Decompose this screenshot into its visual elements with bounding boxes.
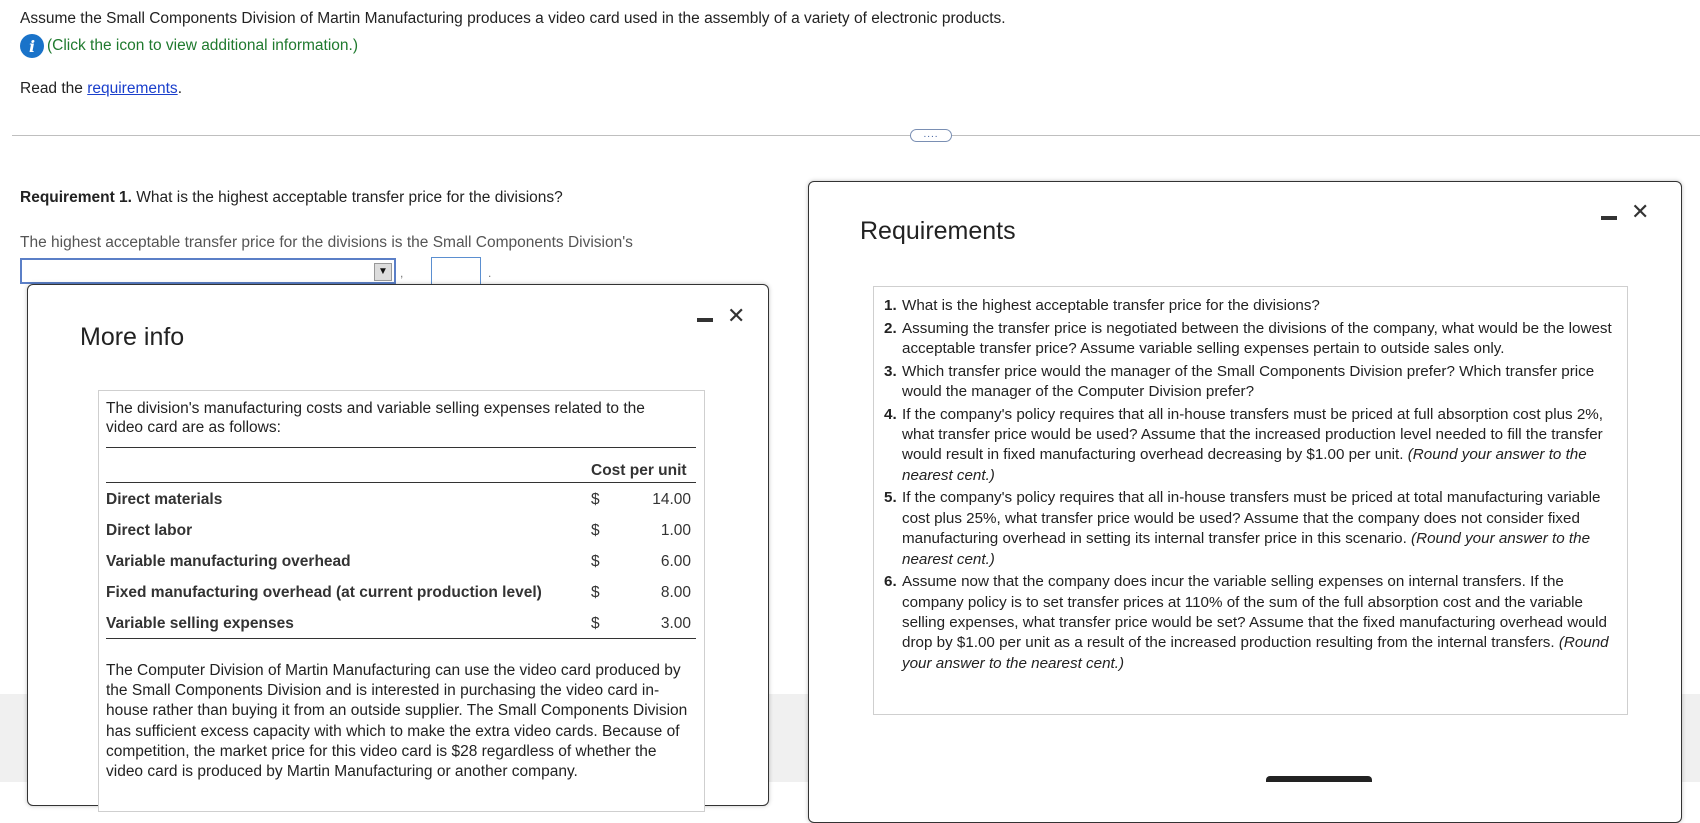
table-row: [106, 584, 696, 612]
item-body: Assuming the transfer price is negotiated between the divisions of the company, what would be the lowest acceptable transfer price? Assume variable selling expenses pertain to outside sales only.: [902, 319, 1612, 357]
table-top-rule: [106, 447, 696, 448]
row-currency: $: [591, 491, 600, 508]
dropdown-arrow-icon[interactable]: ▼: [374, 263, 392, 281]
requirements-link[interactable]: requirements: [87, 80, 178, 97]
item-note: (Round your answer to the nearest cent.): [902, 446, 1587, 484]
comma: ,: [400, 266, 404, 280]
more-info-content: [98, 390, 705, 812]
item-body: What is the highest acceptable transfer price for the divisions?: [902, 297, 1320, 314]
close-icon[interactable]: ✕: [727, 303, 746, 328]
computer-division-paragraph: The Computer Division of Martin Manufacturing can use the video card produced by the Small Components Division and is interested in purchasing the video card in-house rather than buying it from an outside supplier. The Small Components Division has sufficient excess capacity with which to make the extra video cards. Because of competition, the market price for this video card is $28 regardless of whether the video card is produced by Martin Manufacturing or another company.: [106, 662, 688, 781]
requirements-title: Requirements: [860, 217, 1016, 245]
section-divider: [12, 135, 1700, 136]
item-text: [902, 296, 1320, 316]
item-note: (Round your answer to the nearest cent.): [902, 634, 1609, 672]
answer-lead-text: The highest acceptable transfer price for the divisions is the Small Components Division's: [20, 234, 633, 251]
table-row: [106, 553, 696, 581]
expand-handle[interactable]: ....: [910, 129, 952, 142]
cost-per-unit-header: Cost per unit: [591, 462, 687, 479]
period: .: [488, 266, 492, 280]
item-body: If the company's policy requires that all in-house transfers must be priced at total manufacturing variable cost plus 25%, what transfer price would be used? Assume that the company does not consider fixed manufacturing overhead in setting its internal transfer price in this scenario.: [902, 489, 1601, 548]
item-text: [902, 572, 1619, 674]
close-icon[interactable]: ✕: [1631, 199, 1650, 224]
requirements-dialog: [808, 181, 1682, 823]
table-row: [106, 491, 696, 519]
cost-description: The division's manufacturing costs and variable selling expenses related to the video card are as follows:: [106, 400, 645, 436]
row-currency: $: [591, 615, 600, 632]
item-body: Assume now that the company does incur the variable selling expenses on internal transfers. If the company policy is to set transfer prices at 110% of the sum of the full absorption cost and the variable selling expenses, what transfer price would be set? Assume that the fixed manufacturing overhead would drop by $1.00 per unit as a result of the increased production resulting from the internal transfers.: [902, 573, 1607, 652]
list-item: [884, 405, 1619, 487]
item-number: 6.: [884, 573, 897, 591]
item-body: If the company's policy requires that all in-house transfers must be priced at full absorption cost plus 2%, what transfer price would be used? Assume that the increased production level needed to fill the transfer would result in fixed manufacturing overhead decreasing by $1.00 per unit.: [902, 405, 1604, 464]
row-currency: $: [591, 584, 600, 601]
table-bottom-rule: [106, 638, 696, 639]
minimize-icon[interactable]: [697, 318, 713, 322]
row-value: 3.00: [660, 615, 691, 632]
item-number: 2.: [884, 319, 897, 337]
read-prefix: Read the: [20, 80, 88, 97]
row-label: Direct materials: [106, 491, 223, 508]
row-value: 8.00: [660, 584, 691, 601]
info-link-text[interactable]: (Click the icon to view additional information.): [47, 37, 358, 54]
info-link-row[interactable]: [20, 34, 358, 58]
requirements-content: [873, 286, 1628, 715]
more-info-dialog: [27, 284, 769, 806]
answer-input[interactable]: [431, 257, 481, 285]
item-number: 3.: [884, 362, 897, 380]
item-body: Which transfer price would the manager of the Small Components Division prefer? Which transfer price would the manager of the Computer Division prefer?: [902, 362, 1595, 400]
row-label: Variable selling expenses: [106, 615, 294, 632]
row-value: 6.00: [660, 553, 691, 570]
item-text: [902, 362, 1619, 403]
list-item: [884, 319, 1619, 360]
intro-text: Assume the Small Components Division of Martin Manufacturing produces a video card used in the assembly of a variety of electronic products.: [20, 10, 1006, 27]
row-currency: $: [591, 522, 600, 539]
row-currency: $: [591, 553, 600, 570]
info-icon[interactable]: i: [20, 34, 44, 58]
requirements-list: [884, 296, 1619, 676]
row-value: 1.00: [660, 522, 691, 539]
header-rule: [106, 482, 696, 483]
minimize-icon[interactable]: [1601, 216, 1617, 220]
row-label: Fixed manufacturing overhead (at current production level): [106, 584, 542, 601]
requirement-1-text: What is the highest acceptable transfer price for the divisions?: [131, 189, 563, 206]
more-info-title: More info: [80, 323, 185, 351]
scrollbar-thumb[interactable]: [1266, 776, 1372, 782]
item-note: (Round your answer to the nearest cent.): [902, 530, 1591, 568]
table-row: [106, 522, 696, 550]
list-item: [884, 296, 1619, 316]
read-suffix: .: [177, 80, 182, 97]
requirement-1-question: [20, 189, 563, 207]
answer-dropdown[interactable]: [20, 258, 396, 284]
list-item: [884, 572, 1619, 674]
requirement-1-label: Requirement 1.: [20, 189, 132, 206]
item-number: 1.: [884, 297, 897, 314]
row-value: 14.00: [652, 491, 691, 508]
list-item: [884, 362, 1619, 403]
item-number: 5.: [884, 489, 897, 507]
list-item: [884, 488, 1619, 570]
read-requirements: [20, 80, 182, 98]
item-text: [902, 405, 1619, 487]
item-text: [902, 488, 1619, 570]
row-label: Variable manufacturing overhead: [106, 553, 351, 570]
row-label: Direct labor: [106, 522, 193, 539]
item-number: 4.: [884, 405, 897, 423]
item-text: [902, 319, 1619, 360]
